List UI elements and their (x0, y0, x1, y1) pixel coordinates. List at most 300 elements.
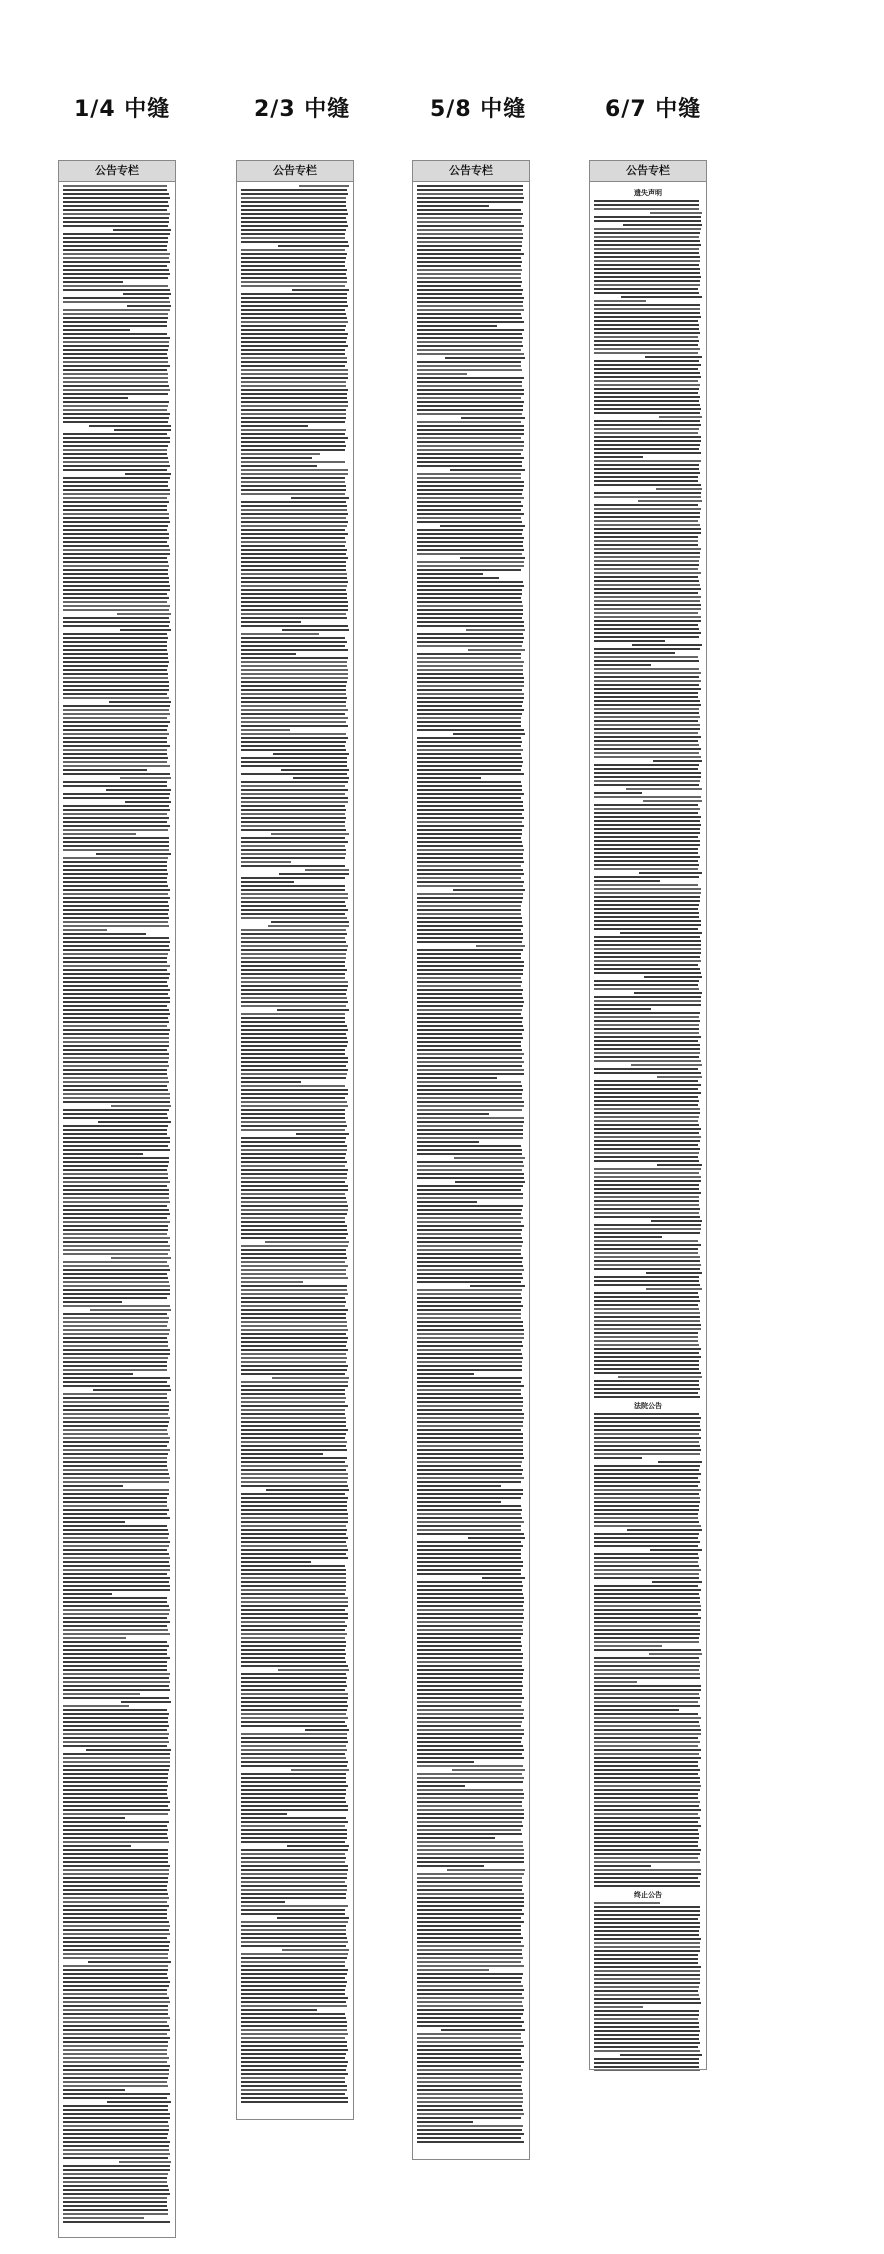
text-line (417, 1377, 522, 1379)
text-line (241, 425, 308, 427)
text-line (63, 657, 168, 659)
text-line (63, 1849, 168, 1851)
text-line (88, 1961, 171, 1963)
text-line (241, 2077, 345, 2079)
text-line (594, 1934, 699, 1936)
text-line (594, 1296, 699, 1298)
text-line (241, 693, 346, 695)
text-line (63, 1205, 167, 1207)
text-line (241, 1425, 346, 1427)
text-line (63, 2105, 168, 2107)
text-line (594, 780, 700, 782)
text-line (594, 692, 698, 694)
text-line (594, 1413, 699, 1415)
text-line (417, 953, 521, 955)
text-line (241, 1537, 348, 1539)
text-line (594, 1958, 698, 1960)
text-line (63, 421, 168, 423)
text-line (241, 1649, 345, 1651)
text-line (594, 1837, 699, 1839)
text-line (241, 1021, 345, 1023)
text-line (241, 349, 345, 351)
text-line (241, 1881, 345, 1883)
text-line (241, 305, 348, 307)
text-line (63, 1273, 167, 1275)
text-line (63, 2197, 167, 2199)
text-line (241, 1437, 345, 1439)
text-line (241, 1157, 345, 1159)
text-line (417, 2137, 521, 2139)
text-line (417, 2057, 522, 2059)
text-line (241, 1045, 347, 1047)
text-line (417, 769, 521, 771)
text-line (594, 1757, 701, 1759)
text-line (594, 1332, 698, 1334)
text-line (417, 913, 521, 915)
text-line (241, 313, 346, 315)
text-line (594, 1745, 698, 1747)
text-line (417, 605, 523, 607)
text-line (63, 1001, 170, 1003)
text-line (241, 1721, 345, 1723)
text-line (594, 924, 701, 926)
text-line (63, 1397, 167, 1399)
text-line (417, 1665, 522, 1667)
text-line (241, 1933, 346, 1935)
text-line (417, 1701, 522, 1703)
text-line (63, 405, 168, 407)
text-line (594, 824, 701, 826)
text-line (417, 421, 521, 423)
text-line (594, 616, 701, 618)
text-line (417, 381, 522, 383)
text-line (594, 1080, 698, 1082)
text-line (594, 332, 700, 334)
text-line (417, 401, 524, 403)
text-line (658, 1461, 702, 1463)
text-line (594, 832, 700, 834)
text-line (63, 1985, 169, 1987)
text-line (594, 1497, 700, 1499)
text-line (417, 1801, 522, 1803)
text-line (417, 797, 521, 799)
text-line (63, 1277, 168, 1279)
text-line (63, 1637, 126, 1639)
text-line (241, 529, 345, 531)
text-line (417, 1885, 523, 1887)
text-line (594, 1525, 701, 1527)
text-line (63, 317, 168, 319)
text-line (63, 1533, 169, 1535)
text-line (241, 845, 345, 847)
text-line (417, 237, 523, 239)
text-line (63, 1053, 169, 1055)
text-line (63, 1889, 167, 1891)
text-line (63, 385, 169, 387)
text-line (241, 1821, 348, 1823)
text-line (241, 1761, 348, 1763)
text-line (417, 2025, 522, 2027)
text-line (241, 1937, 347, 1939)
text-line (63, 1017, 168, 1019)
text-line (594, 1990, 698, 1992)
text-line (241, 1573, 346, 1575)
text-line (241, 929, 346, 931)
text-line (417, 341, 522, 343)
text-line (417, 2101, 523, 2103)
text-line (417, 1197, 523, 1199)
text-line (594, 548, 701, 550)
text-line (63, 781, 167, 783)
text-line (63, 917, 169, 919)
text-line (241, 897, 348, 899)
text-line (594, 348, 700, 350)
text-line (63, 1873, 169, 1875)
text-line (417, 1741, 521, 1743)
text-line (626, 788, 702, 790)
text-line (417, 569, 521, 571)
text-line (594, 1260, 700, 1262)
text-line (594, 1437, 701, 1439)
text-line (241, 1165, 345, 1167)
text-line (417, 1673, 523, 1675)
text-line (241, 865, 345, 867)
text-line (241, 2037, 345, 2039)
text-line (417, 841, 522, 843)
text-line (241, 1921, 348, 1923)
text-line (241, 1149, 347, 1151)
text-line (241, 541, 346, 543)
text-line (241, 329, 345, 331)
text-line (241, 1909, 345, 1911)
text-line (241, 1137, 346, 1139)
text-line (63, 713, 170, 715)
text-line (417, 2125, 523, 2127)
text-line (417, 1001, 524, 1003)
text-line (417, 1273, 522, 1275)
text-line (594, 1392, 698, 1394)
text-line (241, 1801, 346, 1803)
text-line (241, 1657, 345, 1659)
text-line (417, 297, 524, 299)
text-line (241, 517, 346, 519)
text-line (417, 1153, 522, 1155)
text-line (594, 1994, 699, 1996)
text-line (266, 1489, 349, 1491)
text-line (63, 469, 167, 471)
text-line (241, 365, 345, 367)
text-line (241, 1525, 346, 1527)
text-line (417, 577, 499, 579)
text-line (594, 1204, 699, 1206)
text-line (63, 213, 170, 215)
text-line (241, 1565, 345, 1567)
text-line (417, 645, 522, 647)
text-line (594, 556, 700, 558)
text-line (417, 705, 522, 707)
text-line (417, 1245, 522, 1247)
text-line (63, 585, 170, 587)
text-line (417, 445, 524, 447)
text-line (63, 309, 170, 311)
text-line (417, 405, 523, 407)
text-line (417, 2033, 521, 2035)
text-line (417, 553, 522, 555)
text-line (63, 677, 168, 679)
text-line (241, 1173, 347, 1175)
text-line (417, 849, 524, 851)
text-line (594, 204, 699, 206)
text-line (63, 637, 168, 639)
text-line (594, 1168, 701, 1170)
text-line (594, 1841, 698, 1843)
text-line (63, 861, 167, 863)
text-line (594, 412, 700, 414)
text-line (241, 577, 347, 579)
text-line (241, 2065, 347, 2067)
text-line (594, 1629, 700, 1631)
text-line (241, 1249, 346, 1251)
text-line (241, 1413, 345, 1415)
text-line (594, 1429, 701, 1431)
text-line (241, 853, 346, 855)
text-line (417, 425, 524, 427)
text-line (241, 277, 347, 279)
text-line (241, 901, 345, 903)
text-line (594, 1701, 698, 1703)
text-line (241, 1337, 348, 1339)
text-line (63, 2141, 170, 2143)
text-line (63, 865, 167, 867)
text-line (241, 557, 348, 559)
text-line (461, 417, 525, 419)
text-line (417, 737, 521, 739)
text-line (241, 2017, 346, 2019)
text-line (417, 1749, 524, 1751)
text-line (594, 464, 699, 466)
text-line (63, 1517, 170, 1519)
text-line (241, 369, 348, 371)
text-line (63, 1773, 168, 1775)
text-line (594, 664, 651, 666)
text-line (241, 969, 347, 971)
text-line (241, 585, 347, 587)
text-line (417, 1961, 521, 1963)
text-line (241, 1605, 348, 1607)
text-line (63, 417, 169, 419)
text-line (594, 1056, 699, 1058)
text-line (241, 2073, 348, 2075)
text-line (417, 397, 521, 399)
text-line (63, 1237, 170, 1239)
text-line (241, 765, 347, 767)
text-line (241, 725, 348, 727)
text-line (594, 856, 700, 858)
text-line (63, 1789, 167, 1791)
text-line (417, 1393, 521, 1395)
text-line (594, 216, 701, 218)
text-line (417, 253, 524, 255)
text-line (417, 201, 523, 203)
text-line (594, 1072, 701, 1074)
text-line (241, 573, 347, 575)
text-line (594, 672, 701, 674)
text-line (63, 1293, 170, 1295)
text-line (417, 833, 522, 835)
text-line (241, 649, 348, 651)
text-line (417, 1629, 523, 1631)
text-line (241, 1113, 345, 1115)
text-line (63, 1161, 169, 1163)
text-line (63, 1301, 122, 1303)
text-line (241, 1365, 348, 1367)
text-line (63, 1313, 167, 1315)
text-line (63, 1401, 169, 1403)
text-line (63, 409, 167, 411)
text-line (63, 509, 167, 511)
text-line (594, 1340, 698, 1342)
text-line (241, 1785, 348, 1787)
text-line (63, 1253, 168, 1255)
text-line (417, 1653, 523, 1655)
text-line (594, 564, 699, 566)
text-line (241, 197, 346, 199)
text-line (417, 1281, 521, 1283)
text-line (650, 1549, 702, 1551)
text-line (241, 1449, 347, 1451)
text-line (417, 1409, 522, 1411)
text-line (417, 1945, 524, 1947)
text-line (594, 2058, 699, 2060)
text-line (454, 1157, 525, 1159)
text-line (63, 1921, 169, 1923)
text-line (241, 989, 347, 991)
text-line (241, 1289, 347, 1291)
text-line (417, 1313, 521, 1315)
text-line (594, 1300, 700, 1302)
text-line (594, 1425, 700, 1427)
text-line (241, 1969, 348, 1971)
text-line (63, 1529, 168, 1531)
text-line (63, 481, 168, 483)
text-line (63, 1453, 168, 1455)
text-line (594, 376, 701, 378)
text-line (417, 697, 524, 699)
text-line (241, 1073, 347, 1075)
text-line (470, 1285, 525, 1287)
text-line (291, 497, 349, 499)
text-line (417, 597, 521, 599)
column-header: 公告专栏 (237, 161, 353, 182)
text-line (594, 516, 700, 518)
text-line (594, 1348, 701, 1350)
text-line (594, 1962, 698, 1964)
text-line (241, 993, 346, 995)
text-line (594, 724, 700, 726)
text-line (594, 340, 699, 342)
text-line (241, 1065, 346, 1067)
text-line (63, 457, 168, 459)
text-line (63, 2109, 168, 2111)
text-line (594, 1184, 699, 1186)
text-line (594, 1902, 660, 1904)
text-line (453, 733, 525, 735)
text-line (594, 336, 698, 338)
text-line (63, 1941, 170, 1943)
text-line (594, 236, 699, 238)
text-line (417, 373, 467, 375)
text-line (241, 545, 345, 547)
text-line (63, 2189, 169, 2191)
text-line (594, 1421, 700, 1423)
text-line (63, 1633, 170, 1635)
text-line (241, 1001, 348, 1003)
text-line (594, 1593, 699, 1595)
text-line (63, 273, 170, 275)
text-line (241, 1293, 348, 1295)
text-line (63, 1333, 169, 1335)
text-line (241, 1041, 348, 1043)
text-line (241, 357, 347, 359)
text-line (241, 1745, 346, 1747)
text-line (63, 1373, 133, 1375)
text-line (594, 328, 699, 330)
text-line (417, 1473, 522, 1475)
text-line (417, 1121, 524, 1123)
text-line (417, 1513, 521, 1515)
text-line (417, 709, 524, 711)
text-line (241, 1501, 347, 1503)
text-line (63, 985, 168, 987)
text-line (241, 1361, 346, 1363)
text-line (63, 2181, 167, 2183)
text-line (643, 800, 702, 802)
text-line (594, 852, 698, 854)
text-line (594, 408, 701, 410)
section-title: 法院公告 (634, 1401, 662, 1410)
text-line (417, 641, 523, 643)
text-line (594, 1942, 700, 1944)
text-line (63, 541, 167, 543)
text-line (241, 533, 348, 535)
text-line (241, 2033, 348, 2035)
text-line (594, 1040, 698, 1042)
text-line (417, 2069, 523, 2071)
text-line (594, 2038, 699, 2040)
text-line (241, 1381, 348, 1383)
text-line (417, 1585, 523, 1587)
text-line (63, 449, 167, 451)
text-line (63, 829, 168, 831)
text-line (417, 949, 523, 951)
text-line (417, 869, 523, 871)
text-line (241, 1265, 348, 1267)
text-line (594, 660, 699, 662)
text-line (63, 757, 168, 759)
text-line (594, 1657, 699, 1659)
text-line (63, 689, 169, 691)
text-line (63, 1349, 170, 1351)
text-line (417, 721, 521, 723)
text-line (417, 1445, 523, 1447)
notice-column-2 (236, 160, 354, 2120)
text-line (594, 676, 699, 678)
text-line (417, 885, 523, 887)
text-line (241, 269, 347, 271)
text-line (594, 484, 701, 486)
text-line (417, 1797, 524, 1799)
text-line (63, 709, 169, 711)
